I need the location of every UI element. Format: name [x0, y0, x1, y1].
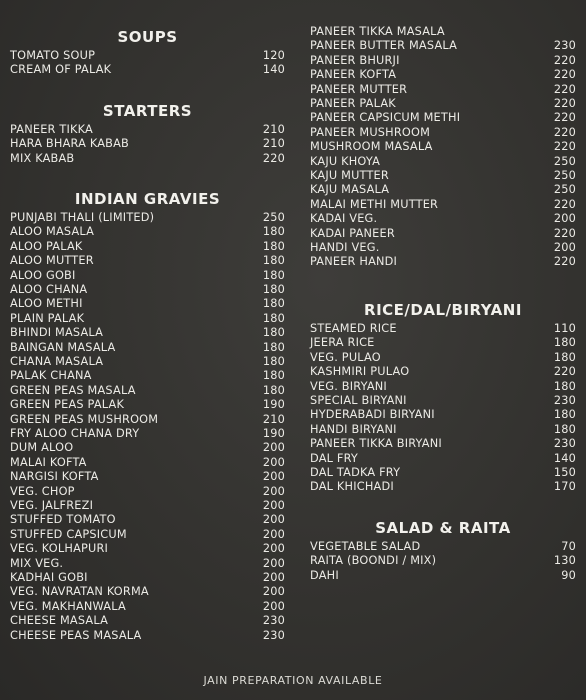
- menu-item-price: 70: [561, 540, 576, 553]
- menu-item-price: 180: [262, 254, 285, 268]
- menu-item-name: DAHI: [310, 568, 339, 582]
- menu-item: [10, 49, 285, 63]
- menu-item: [10, 413, 285, 427]
- menu-item-name: CREAM OF PALAK: [10, 63, 112, 77]
- menu-item-name: CHEESE MASALA: [10, 614, 109, 628]
- menu-item-price: 220: [553, 255, 576, 269]
- menu-item-name: SPECIAL BIRYANI: [310, 394, 407, 407]
- menu-item-name: KAJU MASALA: [310, 183, 390, 197]
- menu-item: [10, 427, 285, 441]
- menu-item-name: CHEESE PEAS MASALA: [10, 628, 142, 642]
- menu-item-name: BAINGAN MASALA: [10, 340, 116, 354]
- menu-item: [10, 152, 285, 166]
- menu-item: [10, 355, 285, 369]
- menu-item-name: PANEER CAPSICUM METHI: [310, 111, 461, 125]
- menu-item-price: 250: [553, 169, 576, 182]
- jain-preparation-note: JAIN PREPARATION AVAILABLE: [203, 674, 383, 687]
- menu-item: [10, 398, 285, 412]
- menu-item-price: 230: [553, 437, 576, 451]
- menu-item-price: 220: [553, 365, 576, 379]
- section-title-salad-raita: SALAD & RAITA: [375, 519, 511, 537]
- menu-item: [310, 351, 576, 365]
- menu-item-price: 180: [262, 311, 285, 325]
- menu-item: [10, 341, 285, 355]
- menu-item: [310, 155, 576, 169]
- menu-item: [10, 312, 285, 326]
- menu-item-name: STUFFED CAPSICUM: [10, 527, 127, 541]
- menu-item-name: STEAMED RICE: [310, 322, 397, 335]
- menu-item: [310, 25, 576, 39]
- menu-item-price: 200: [262, 484, 285, 498]
- menu-item-name: KADHAI GOBI: [10, 571, 88, 584]
- menu-item-name: PANEER MUSHROOM: [310, 125, 431, 139]
- menu-item-price: 210: [262, 412, 285, 426]
- menu-item: [310, 241, 576, 255]
- menu-item-name: NARGISI KOFTA: [10, 470, 99, 484]
- menu-item: [310, 126, 576, 140]
- menu-item-price: 180: [262, 297, 285, 311]
- menu-item-price: 140: [553, 451, 576, 465]
- menu-item: [310, 183, 576, 197]
- menu-item-name: VEG. MAKHANWALA: [10, 599, 126, 613]
- menu-item: [310, 554, 576, 568]
- menu-item-price: 180: [262, 355, 285, 368]
- menu-item-price: 190: [262, 427, 285, 440]
- menu-item: [10, 456, 285, 470]
- menu-item-name: STUFFED TOMATO: [10, 513, 116, 527]
- menu-item-price: 230: [262, 628, 285, 642]
- menu-item-name: ALOO CHANA: [10, 283, 88, 296]
- menu-item-price: 170: [553, 480, 576, 494]
- menu-item-price: 200: [262, 556, 285, 570]
- menu-item-name: MALAI METHI MUTTER: [310, 197, 439, 211]
- menu-item-name: PANEER BUTTER MASALA: [310, 39, 458, 53]
- menu-item-price: 200: [262, 527, 285, 541]
- menu-item-price: 230: [553, 394, 576, 407]
- menu-item-price: 220: [553, 111, 576, 125]
- menu-item: [10, 557, 285, 571]
- section-title-rice-dal-biryani: RICE/DAL/BIRYANI: [364, 301, 522, 319]
- menu-item-name: DUM ALOO: [10, 441, 74, 455]
- menu-item-name: HANDI BIRYANI: [310, 422, 397, 436]
- menu-item: [310, 83, 576, 97]
- menu-item-price: 200: [262, 499, 285, 512]
- menu-item: [10, 441, 285, 455]
- menu-item-price: 230: [262, 614, 285, 628]
- menu-item-price: 220: [553, 197, 576, 211]
- menu-item-name: BHINDI MASALA: [10, 326, 104, 340]
- menu-item: [310, 365, 576, 379]
- menu-item-name: VEG. CHOP: [10, 484, 75, 498]
- menu-item-name: KAJU KHOYA: [310, 154, 381, 168]
- menu-item: [310, 140, 576, 154]
- menu-item-name: GREEN PEAS PALAK: [10, 398, 125, 412]
- menu-item: [10, 225, 285, 239]
- menu-item-price: 200: [262, 542, 285, 556]
- menu-item-price: 220: [553, 226, 576, 240]
- menu-item-price: 200: [262, 585, 285, 599]
- menu-item-price: 250: [553, 183, 576, 197]
- menu-item-name: MUSHROOM MASALA: [310, 140, 433, 154]
- menu-item-name: PANEER KOFTA: [310, 68, 397, 82]
- section-title-soups: SOUPS: [117, 28, 178, 46]
- menu-item-price: 90: [561, 568, 576, 582]
- menu-item: [10, 585, 285, 599]
- menu-item: [310, 394, 576, 408]
- menu-item-name: KADAI VEG.: [310, 212, 378, 226]
- menu-item-name: ALOO GOBI: [10, 268, 76, 282]
- menu-item: [10, 600, 285, 614]
- menu-item-price: 180: [262, 340, 285, 354]
- menu-item-name: KASHMIRI PULAO: [310, 365, 410, 379]
- menu-item-price: 180: [553, 336, 576, 350]
- menu-item-price: 200: [262, 599, 285, 613]
- menu-item-name: CHANA MASALA: [10, 355, 104, 368]
- menu-item: [310, 111, 576, 125]
- menu-item: [10, 326, 285, 340]
- menu-item-price: 220: [553, 97, 576, 110]
- menu-item-name: FRY ALOO CHANA DRY: [10, 427, 140, 440]
- menu-item-price: 180: [262, 369, 285, 383]
- menu-item: [10, 384, 285, 398]
- menu-item: [10, 369, 285, 383]
- menu-item: [10, 614, 285, 628]
- menu-item-name: GREEN PEAS MASALA: [10, 383, 136, 397]
- menu-item-name: HARA BHARA KABAB: [10, 137, 129, 151]
- menu-item-name: VEG. PULAO: [310, 350, 381, 364]
- menu-item-name: PANEER HANDI: [310, 255, 398, 269]
- menu-item-price: 180: [262, 326, 285, 340]
- menu-item-name: DAL KHICHADI: [310, 480, 394, 494]
- menu-item-price: 180: [553, 422, 576, 436]
- section-title-starters: STARTERS: [102, 102, 193, 120]
- menu-item-price: 140: [262, 63, 285, 77]
- menu-item: [310, 437, 576, 451]
- menu-item: [310, 54, 576, 68]
- menu-item-price: 180: [262, 225, 285, 239]
- menu-item-name: PANEER BHURJI: [310, 53, 400, 67]
- menu-item-price: 190: [262, 398, 285, 412]
- menu-item: [10, 528, 285, 542]
- menu-item: [310, 336, 576, 350]
- menu-item: [10, 499, 285, 513]
- menu-item: [10, 513, 285, 527]
- menu-item-price: 250: [553, 154, 576, 168]
- menu-item: [10, 542, 285, 556]
- menu-item-price: 220: [262, 151, 285, 165]
- menu-item-name: RAITA (BOONDI / MIX): [310, 554, 437, 568]
- menu-item: [10, 254, 285, 268]
- menu-item: [10, 123, 285, 137]
- menu-item: [10, 571, 285, 585]
- menu-item: [10, 283, 285, 297]
- menu-item-price: 130: [553, 554, 576, 568]
- section-title-indian-gravies: INDIAN GRAVIES: [74, 190, 221, 208]
- menu-item-price: 150: [553, 466, 576, 479]
- menu-item-price: 180: [262, 268, 285, 282]
- menu-item-price: 180: [262, 239, 285, 253]
- menu-item: [310, 466, 576, 480]
- menu-item-price: 200: [262, 455, 285, 469]
- menu-item: [10, 137, 285, 151]
- menu-item-price: 210: [262, 123, 285, 136]
- menu-item-name: PANEER MUTTER: [310, 82, 408, 96]
- menu-item: [310, 97, 576, 111]
- menu-item-price: 200: [553, 241, 576, 254]
- menu-item-price: 200: [262, 571, 285, 584]
- menu-item: [10, 211, 285, 225]
- menu-item-price: 220: [553, 82, 576, 96]
- menu-item-name: DAL FRY: [310, 451, 359, 465]
- menu-item-name: ALOO METHI: [10, 297, 83, 311]
- menu-item-name: ALOO MUTTER: [10, 254, 94, 268]
- menu-item: [10, 297, 285, 311]
- menu-item-name: PANEER TIKKA: [10, 123, 93, 136]
- menu-item: [310, 68, 576, 82]
- menu-item-price: 220: [553, 125, 576, 139]
- menu-item-name: VEG. KOLHAPURI: [10, 542, 109, 556]
- menu-item-name: TOMATO SOUP: [10, 49, 96, 62]
- menu-item-name: VEG. BIRYANI: [310, 379, 387, 393]
- menu-item: [310, 423, 576, 437]
- menu-item: [310, 227, 576, 241]
- menu-item-name: HYDERABADI BIRYANI: [310, 408, 435, 422]
- menu-item: [310, 198, 576, 212]
- menu-item-name: ALOO MASALA: [10, 225, 95, 239]
- menu-item-price: 230: [553, 39, 576, 53]
- menu-item-price: 220: [553, 53, 576, 67]
- menu-item: [310, 540, 576, 554]
- menu-item: [10, 269, 285, 283]
- menu-item-name: HANDI VEG.: [310, 241, 380, 254]
- menu-item: [310, 322, 576, 336]
- menu-item-name: PUNJABI THALI (LIMITED): [10, 211, 155, 224]
- menu-item: [310, 39, 576, 53]
- menu-item-name: PLAIN PALAK: [10, 311, 85, 325]
- menu-item: [310, 480, 576, 494]
- menu-item: [10, 485, 285, 499]
- menu-item-price: 180: [553, 350, 576, 364]
- menu-item-name: PANEER TIKKA BIRYANI: [310, 437, 442, 451]
- menu-item-name: ALOO PALAK: [10, 239, 83, 253]
- menu-item-name: PALAK CHANA: [10, 369, 92, 383]
- menu-item-name: KAJU MUTTER: [310, 169, 389, 182]
- menu-item-name: MIX KABAB: [10, 151, 75, 165]
- menu-item-price: 200: [262, 441, 285, 455]
- menu-item-name: VEG. NAVRATAN KORMA: [10, 585, 149, 599]
- menu-item-name: VEG. JALFREZI: [10, 499, 94, 512]
- menu-item: [10, 240, 285, 254]
- menu-item: [310, 169, 576, 183]
- menu-item-price: 200: [262, 470, 285, 484]
- menu-item-name: VEGETABLE SALAD: [310, 540, 421, 553]
- menu-item-name: GREEN PEAS MUSHROOM: [10, 412, 159, 426]
- menu-item: [310, 380, 576, 394]
- menu-item-price: 200: [262, 513, 285, 527]
- menu-item: [310, 452, 576, 466]
- menu-item-name: KADAI PANEER: [310, 226, 395, 240]
- menu-item-price: 180: [262, 383, 285, 397]
- menu-item-price: 210: [262, 137, 285, 151]
- menu-item-price: 110: [553, 322, 576, 335]
- menu-item-price: 180: [262, 283, 285, 296]
- menu-item-price: 220: [553, 68, 576, 82]
- menu-item: [310, 255, 576, 269]
- menu-item-name: DAL TADKA FRY: [310, 466, 401, 479]
- menu-item-name: MIX VEG.: [10, 556, 64, 570]
- menu-item-price: 120: [262, 49, 285, 62]
- menu-item: [310, 569, 576, 583]
- menu-item: [10, 63, 285, 77]
- menu-item: [10, 629, 285, 643]
- menu-item: [310, 408, 576, 422]
- menu-item-name: PANEER PALAK: [310, 97, 396, 110]
- menu-item-price: 180: [553, 408, 576, 422]
- menu-item-price: 250: [262, 211, 285, 224]
- menu-item-name: MALAI KOFTA: [10, 455, 87, 469]
- menu-item-name: JEERA RICE: [310, 336, 375, 350]
- menu-item: [310, 212, 576, 226]
- menu-item-price: 220: [553, 140, 576, 154]
- menu-item-price: 200: [553, 212, 576, 226]
- menu-item-price: 180: [553, 379, 576, 393]
- menu-item-name: PANEER TIKKA MASALA: [310, 25, 445, 38]
- menu-item: [10, 470, 285, 484]
